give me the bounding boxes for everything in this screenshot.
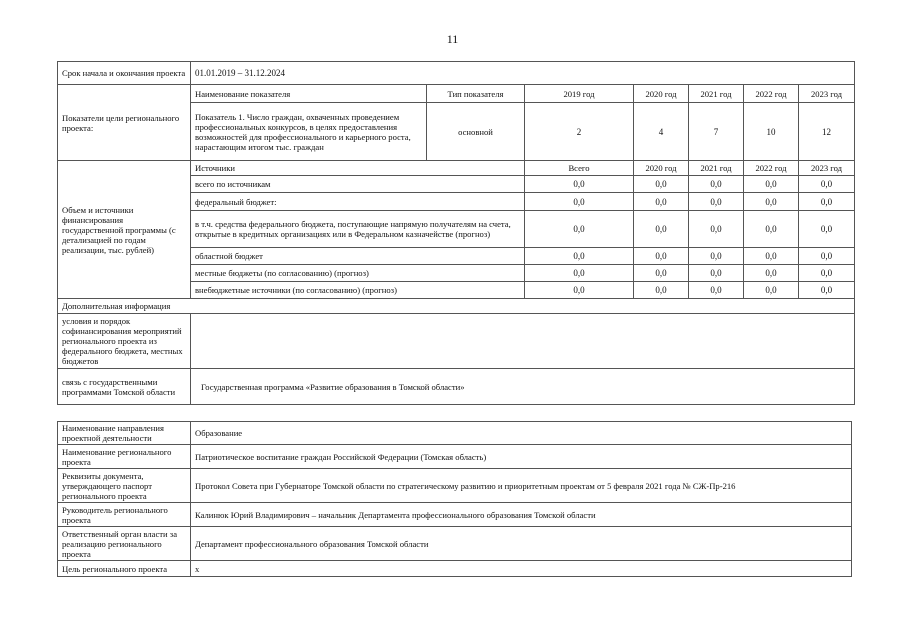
financing-value: 0,0 — [799, 265, 855, 282]
financing-value: 0,0 — [744, 176, 799, 193]
cofinancing-label: условия и порядок софинансирования мероприятий регионального проекта из федерального бюджета, местных бюджетов — [58, 314, 191, 369]
passport-value: Департамент профессионального образования Томской области — [191, 527, 852, 561]
page-number: 11 — [446, 32, 459, 46]
passport-label: Наименование направления проектной деятельности — [58, 422, 191, 445]
passport-value: х — [191, 561, 852, 577]
indicator-header: 2021 год — [689, 85, 744, 103]
financing-source: областной бюджет — [191, 248, 525, 265]
financing-source: внебюджетные источники (по согласованию) (прогноз) — [191, 282, 525, 299]
financing-source: в т.ч. средства федерального бюджета, поступающие напрямую получателям на счета, открытые в кредитных организациях или в Федеральном казначействе (прогноз) — [191, 211, 525, 248]
project-table — [57, 61, 855, 405]
indicator-header: 2020 год — [634, 85, 689, 103]
passport-table — [57, 421, 852, 577]
indicators-label: Показатели цели регионального проекта: — [58, 85, 191, 161]
financing-value: 0,0 — [525, 248, 634, 265]
cofinancing-value — [191, 314, 855, 369]
financing-value: 0,0 — [689, 282, 744, 299]
financing-header: Всего — [525, 161, 634, 176]
passport-label: Наименование регионального проекта — [58, 445, 191, 469]
financing-value: 0,0 — [799, 176, 855, 193]
financing-header: 2023 год — [799, 161, 855, 176]
financing-value: 0,0 — [799, 193, 855, 211]
financing-value: 0,0 — [689, 211, 744, 248]
indicator-value: 7 — [689, 103, 744, 161]
financing-value: 0,0 — [744, 282, 799, 299]
passport-value: Протокол Совета при Губернаторе Томской области по стратегическому развитию и приоритетным проектам от 5 февраля 2021 года № СЖ-Пр-216 — [191, 469, 852, 503]
passport-value: Калинюк Юрий Владимирович – начальник Департамента профессионального образования Томской области — [191, 503, 852, 527]
financing-header: Источники — [191, 161, 525, 176]
indicator-header: Тип показателя — [427, 85, 525, 103]
financing-value: 0,0 — [525, 282, 634, 299]
passport-label: Цель регионального проекта — [58, 561, 191, 577]
indicator-header: 2019 год — [525, 85, 634, 103]
financing-value: 0,0 — [634, 176, 689, 193]
financing-value: 0,0 — [744, 265, 799, 282]
financing-value: 0,0 — [525, 193, 634, 211]
term-label: Срок начала и окончания проекта — [58, 62, 191, 85]
financing-header: 2020 год — [634, 161, 689, 176]
program-link-label: связь с государственными программами Томской области — [58, 369, 191, 405]
passport-value: Образование — [191, 422, 852, 445]
financing-value: 0,0 — [634, 193, 689, 211]
passport-label: Ответственный орган власти за реализацию регионального проекта — [58, 527, 191, 561]
financing-header: 2022 год — [744, 161, 799, 176]
financing-source: федеральный бюджет: — [191, 193, 525, 211]
indicator-header: 2023 год — [799, 85, 855, 103]
financing-value: 0,0 — [525, 176, 634, 193]
indicator-value: 2 — [525, 103, 634, 161]
indicator-type: основной — [427, 103, 525, 161]
financing-value: 0,0 — [799, 282, 855, 299]
indicator-value: 12 — [799, 103, 855, 161]
financing-value: 0,0 — [689, 265, 744, 282]
financing-source: местные бюджеты (по согласованию) (прогноз) — [191, 265, 525, 282]
financing-value: 0,0 — [634, 248, 689, 265]
indicator-header: 2022 год — [744, 85, 799, 103]
financing-value: 0,0 — [799, 211, 855, 248]
passport-label: Руководитель регионального проекта — [58, 503, 191, 527]
financing-value: 0,0 — [744, 248, 799, 265]
financing-value: 0,0 — [799, 248, 855, 265]
financing-value: 0,0 — [689, 248, 744, 265]
additional-info-label: Дополнительная информация — [58, 299, 855, 314]
indicator-name: Показатель 1. Число граждан, охваченных проведением профессиональных конкурсов, в целях предоставления возможностей для профессионального и карьерного роста, нарастающим итогом тыс. граждан — [191, 103, 427, 161]
term-value: 01.01.2019 – 31.12.2024 — [191, 62, 855, 85]
indicator-value: 10 — [744, 103, 799, 161]
financing-value: 0,0 — [689, 176, 744, 193]
financing-value: 0,0 — [525, 265, 634, 282]
financing-header: 2021 год — [689, 161, 744, 176]
passport-value: Патриотическое воспитание граждан Российской Федерации (Томская область) — [191, 445, 852, 469]
financing-value: 0,0 — [634, 265, 689, 282]
financing-value: 0,0 — [634, 282, 689, 299]
financing-value: 0,0 — [744, 211, 799, 248]
indicator-value: 4 — [634, 103, 689, 161]
financing-value: 0,0 — [744, 193, 799, 211]
financing-label: Объем и источники финансирования государственной программы (с детализацией по годам реализации, тыс. рублей) — [58, 161, 191, 299]
program-link-value: Государственная программа «Развитие образования в Томской области» — [191, 369, 855, 405]
financing-value: 0,0 — [689, 193, 744, 211]
financing-value: 0,0 — [634, 211, 689, 248]
financing-source: всего по источникам — [191, 176, 525, 193]
indicator-header: Наименование показателя — [191, 85, 427, 103]
financing-value: 0,0 — [525, 211, 634, 248]
passport-label: Реквизиты документа, утверждающего паспорт регионального проекта — [58, 469, 191, 503]
